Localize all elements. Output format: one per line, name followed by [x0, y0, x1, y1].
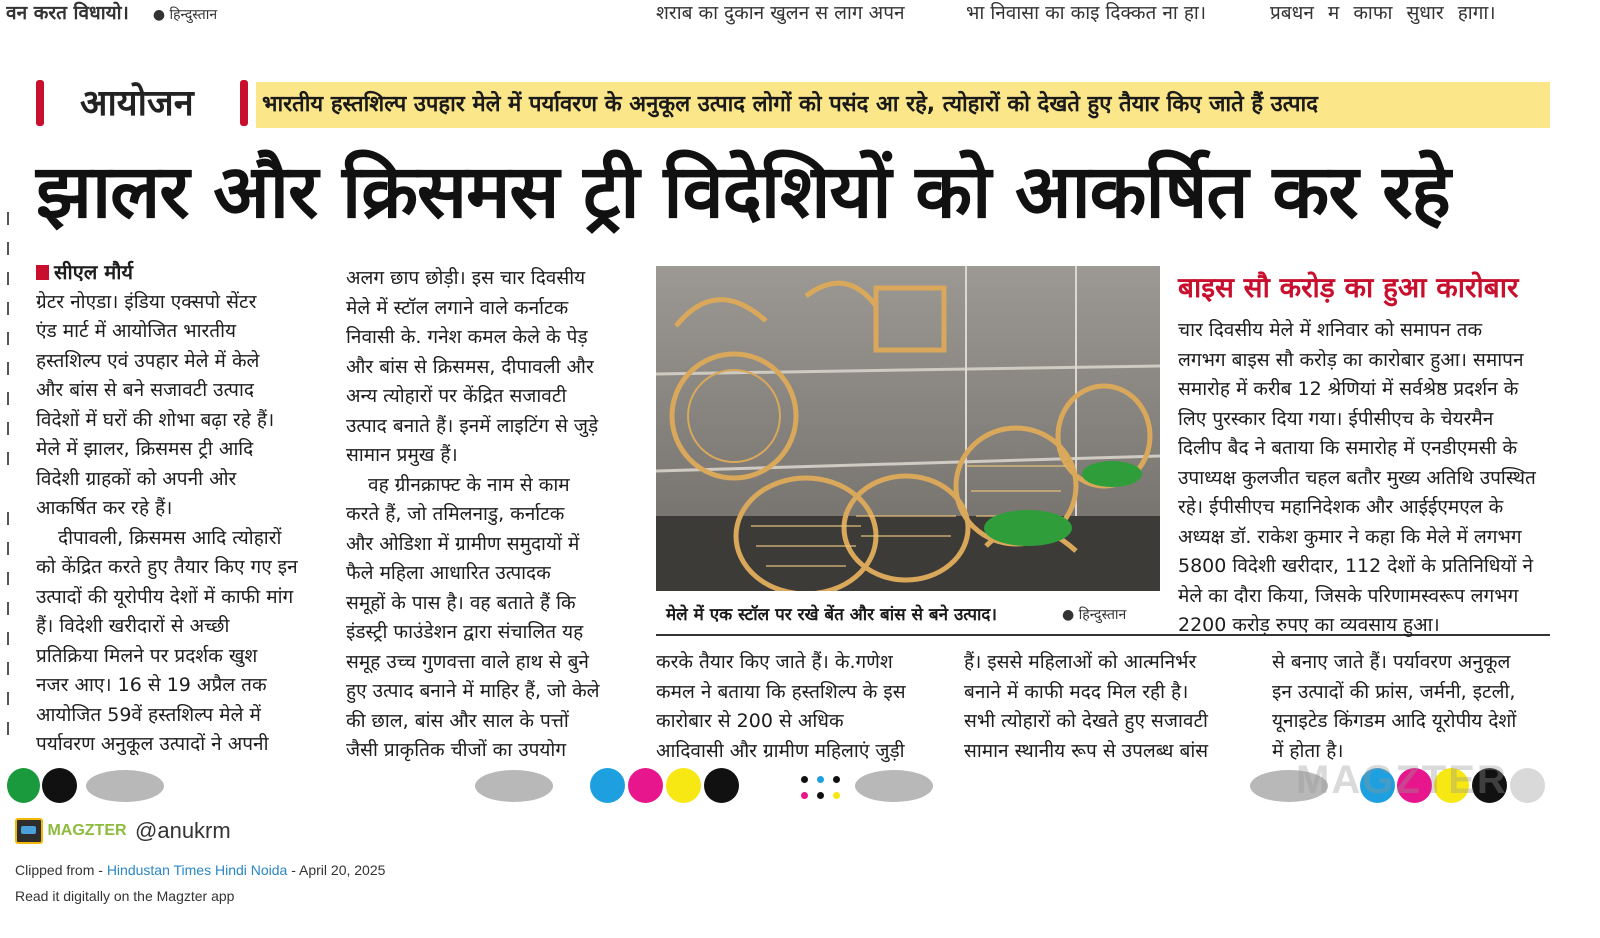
column-3 — [656, 648, 946, 766]
reg-gray-oval — [475, 770, 553, 802]
text-line: उपाध्यक्ष कुलजीत चहल बतौर मुख्य अतिथि उपस्थित — [1178, 466, 1536, 489]
cane-furniture-photo — [656, 266, 1160, 591]
text-line: उत्पादों की यूरोपीय देशों में काफी मांग — [36, 585, 294, 608]
text-line: करके तैयार किए जाते हैं। के.गणेश — [656, 651, 893, 673]
reg-yellow-dot — [666, 768, 701, 803]
text-line: विदेशी ग्राहकों को अपनी ओर — [36, 467, 237, 490]
magzter-handle-row — [15, 818, 231, 848]
column-1 — [36, 258, 331, 760]
text-line: विदेशों में घरों की शोभा बढ़ा रहे हैं। — [36, 408, 275, 431]
text-line: उत्पाद बनाते हैं। इनमें लाइटिंग से जुड़े — [346, 414, 599, 437]
column-1-text — [36, 288, 331, 760]
text-line: रहे। ईपीसीएच महानिदेशक और आईईएमएल के — [1178, 496, 1504, 518]
top-strip-left — [6, 0, 426, 26]
sidebar-body — [1178, 316, 1550, 641]
text-line: दिलीप बैद ने बताया कि समारोह में एनडीएमसी के — [1178, 437, 1518, 459]
text-line: हुए उत्पाद बनाने में माहिर हैं, जो केले — [346, 680, 600, 702]
text-line: हैं। विदेशी खरीदारों से अच्छी — [36, 615, 230, 637]
byline — [36, 258, 331, 288]
reg-gray-dot — [1510, 768, 1545, 803]
text-line: को केंद्रित करते हुए तैयार किए गए इन — [36, 556, 298, 578]
clipped-prefix: Clipped from - — [15, 862, 107, 878]
text-line: मेले में स्टॉल लगाने वाले कर्नाटक — [346, 296, 569, 319]
text-line: इंडस्ट्री फाउंडेशन द्वारा संचालित यह — [346, 621, 584, 643]
text-line: यूनाइटेड किंगडम आदि यूरोपीय देशों — [1272, 710, 1517, 732]
deck-subheadline: भारतीय हस्तशिल्प उपहार मेले में पर्यावरण के अनुकूल उत्पाद लोगों को पसंद आ रहे, त्योहारों को देखते हुए तैयार किए जाते हैं उत्पाद — [262, 92, 1318, 117]
text-line: करते हैं, जो तमिलनाडु, कर्नाटक — [346, 503, 565, 525]
byline-marker — [36, 265, 49, 280]
text-line: हैं। इससे महिलाओं को आत्मनिर्भर — [964, 651, 1197, 673]
text-line: की छाल, बांस और साल के पत्तों — [346, 709, 569, 732]
text-line: और बांस से बने सजावटी उत्पाद — [36, 379, 254, 401]
text-line: निवासी के. गनेश कमल केले के पेड़ — [346, 326, 588, 348]
text-line: वह ग्रीनक्राफ्ट के नाम से काम — [368, 473, 570, 496]
clipped-from-line — [15, 862, 385, 878]
text-line: समूह उच्च गुणवत्ता वाले हाथ से बुने — [346, 650, 589, 673]
headline: झालर और क्रिसमस ट्री विदेशियों को आकर्षित कर रहे — [36, 149, 1450, 235]
text-line: से बनाए जाते हैं। पर्यावरण अनुकूल — [1272, 651, 1511, 673]
top-fragment-1: शराब का दुकान खुलन स लाग अपन — [656, 2, 905, 24]
text-line: हस्तशिल्प एवं उपहार मेले में केले — [36, 349, 260, 372]
text-line: ग्रेटर नोएडा। इंडिया एक्सपो सेंटर — [36, 290, 257, 313]
text-line: मेले में झालर, क्रिसमस ट्री आदि — [36, 438, 254, 460]
article-photo — [656, 266, 1160, 591]
text-line: अध्यक्ष डॉ. राकेश कुमार ने कहा कि मेले में लगभग — [1178, 525, 1522, 548]
kicker-red-bar — [36, 80, 44, 126]
top-source-label: हिन्दुस्तान — [169, 7, 218, 23]
text-line: समारोह में करीब 12 श्रेणियां में सर्वश्रेष्ठ प्रदर्शन के — [1178, 378, 1519, 400]
byline-name: सीएल मौर्य — [54, 260, 134, 284]
text-line: सभी त्योहारों को देखते हुए सजावटी — [964, 710, 1208, 732]
text-line: और बांस से क्रिसमस, दीपावली और — [346, 355, 594, 378]
reg-black-dot — [704, 768, 739, 803]
text-line: आकर्षित कर रहे हैं। — [36, 497, 173, 519]
text-line: में होता है। — [1272, 739, 1344, 762]
text-line: फैले महिला आधारित उत्पादक — [346, 562, 551, 584]
reg-green-dot — [7, 768, 40, 803]
reg-gray-oval — [86, 770, 164, 802]
publication-link[interactable]: Hindustan Times Hindi Noida — [106, 862, 288, 878]
text-line: प्रतिक्रिया मिलने पर प्रदर्शक खुश — [36, 644, 258, 667]
top-source-tag: ● हिन्दुस्तान — [152, 7, 218, 23]
column-2-text — [346, 264, 641, 766]
text-line: पर्यावरण अनुकूल उत्पादों ने अपनी — [36, 733, 269, 755]
column-2 — [346, 264, 641, 766]
reg-magenta-dot — [628, 768, 663, 803]
column-4 — [964, 648, 1254, 766]
text-line: कमल ने बताया कि हस्तशिल्प के इस — [656, 680, 906, 703]
text-line: जैसी प्राकृतिक चीजों का उपयोग — [346, 739, 567, 761]
photo-credit: ● हिन्दुस्तान — [1062, 607, 1127, 623]
text-line: 2200 करोड़ रुपए का व्यवसाय हुआ। — [1178, 614, 1440, 636]
top-fragment-2: भा निवासा का काइ दिक्कत ना हा। — [966, 2, 1207, 24]
text-line: मेले का दौरा किया, जिसके परिणामस्वरूप लगभग — [1178, 584, 1519, 607]
magzter-logo-icon — [15, 818, 43, 844]
reg-black-dot — [42, 768, 77, 803]
top-fragment-3: प्रबधन म काफा सुधार हागा। — [1270, 2, 1496, 24]
text-line: दीपावली, क्रिसमस आदि त्योहारों — [58, 526, 282, 549]
text-line: एंड मार्ट में आयोजित भारतीय — [36, 320, 237, 342]
text-line: अन्य त्योहारों पर केंद्रित सजावटी — [346, 385, 567, 407]
text-line: कारोबार से 200 से अधिक — [656, 710, 844, 732]
reg-cyan-dot — [590, 768, 625, 803]
text-line: सामान प्रमुख हैं। — [346, 444, 458, 466]
photo-credit-label: हिन्दुस्तान — [1078, 607, 1127, 623]
text-line: आयोजित 59वें हस्तशिल्प मेले में — [36, 703, 261, 726]
clip-date: - April 20, 2025 — [287, 862, 386, 878]
deck-red-bar — [240, 80, 248, 126]
text-line: बनाने में काफी मदद मिल रही है। — [964, 680, 1189, 703]
text-line: 5800 विदेशी खरीदार, 112 देशों के प्रतिनिधियों ने — [1178, 555, 1534, 577]
kicker: आयोजन — [80, 83, 194, 124]
text-line: आदिवासी और ग्रामीण महिलाएं जुड़ी — [656, 739, 905, 762]
read-digitally-line: Read it digitally on the Magzter app — [15, 888, 235, 904]
column-5 — [1272, 648, 1562, 766]
text-line: नजर आए। 16 से 19 अप्रैल तक — [36, 674, 267, 696]
text-line: लिए पुरस्कार दिया गया। ईपीसीएच के चेयरमैन — [1178, 407, 1494, 430]
photo-caption: मेले में एक स्टॉल पर रखे बेंत और बांस से बने उत्पाद। — [666, 605, 997, 625]
reg-gray-oval — [855, 770, 933, 802]
text-line: चार दिवसीय मेले में शनिवार को समापन तक — [1178, 319, 1483, 341]
text-line: और ओडिशा में ग्रामीण समुदायों में — [346, 532, 580, 555]
magzter-brand: MAGZTER — [47, 822, 127, 839]
text-line: समूहों के पास है। वह बताते हैं कि — [346, 591, 576, 614]
user-handle[interactable]: @anukrm — [135, 818, 231, 843]
magzter-watermark: MAGZTER — [1296, 758, 1508, 802]
top-fragment-left: वन करत विधायो। — [6, 2, 129, 24]
text-line: लगभग बाइस सौ करोड़ का कारोबार हुआ। समापन — [1178, 348, 1524, 371]
text-line: इन उत्पादों की फ्रांस, जर्मनी, इटली, — [1272, 680, 1516, 703]
text-line: अलग छाप छोड़ी। इस चार दिवसीय — [346, 267, 586, 289]
text-line: सामान स्थानीय रूप से उपलब्ध बांस — [964, 739, 1209, 762]
sidebar-heading: बाइस सौ करोड़ का हुआ कारोबार — [1178, 271, 1519, 304]
